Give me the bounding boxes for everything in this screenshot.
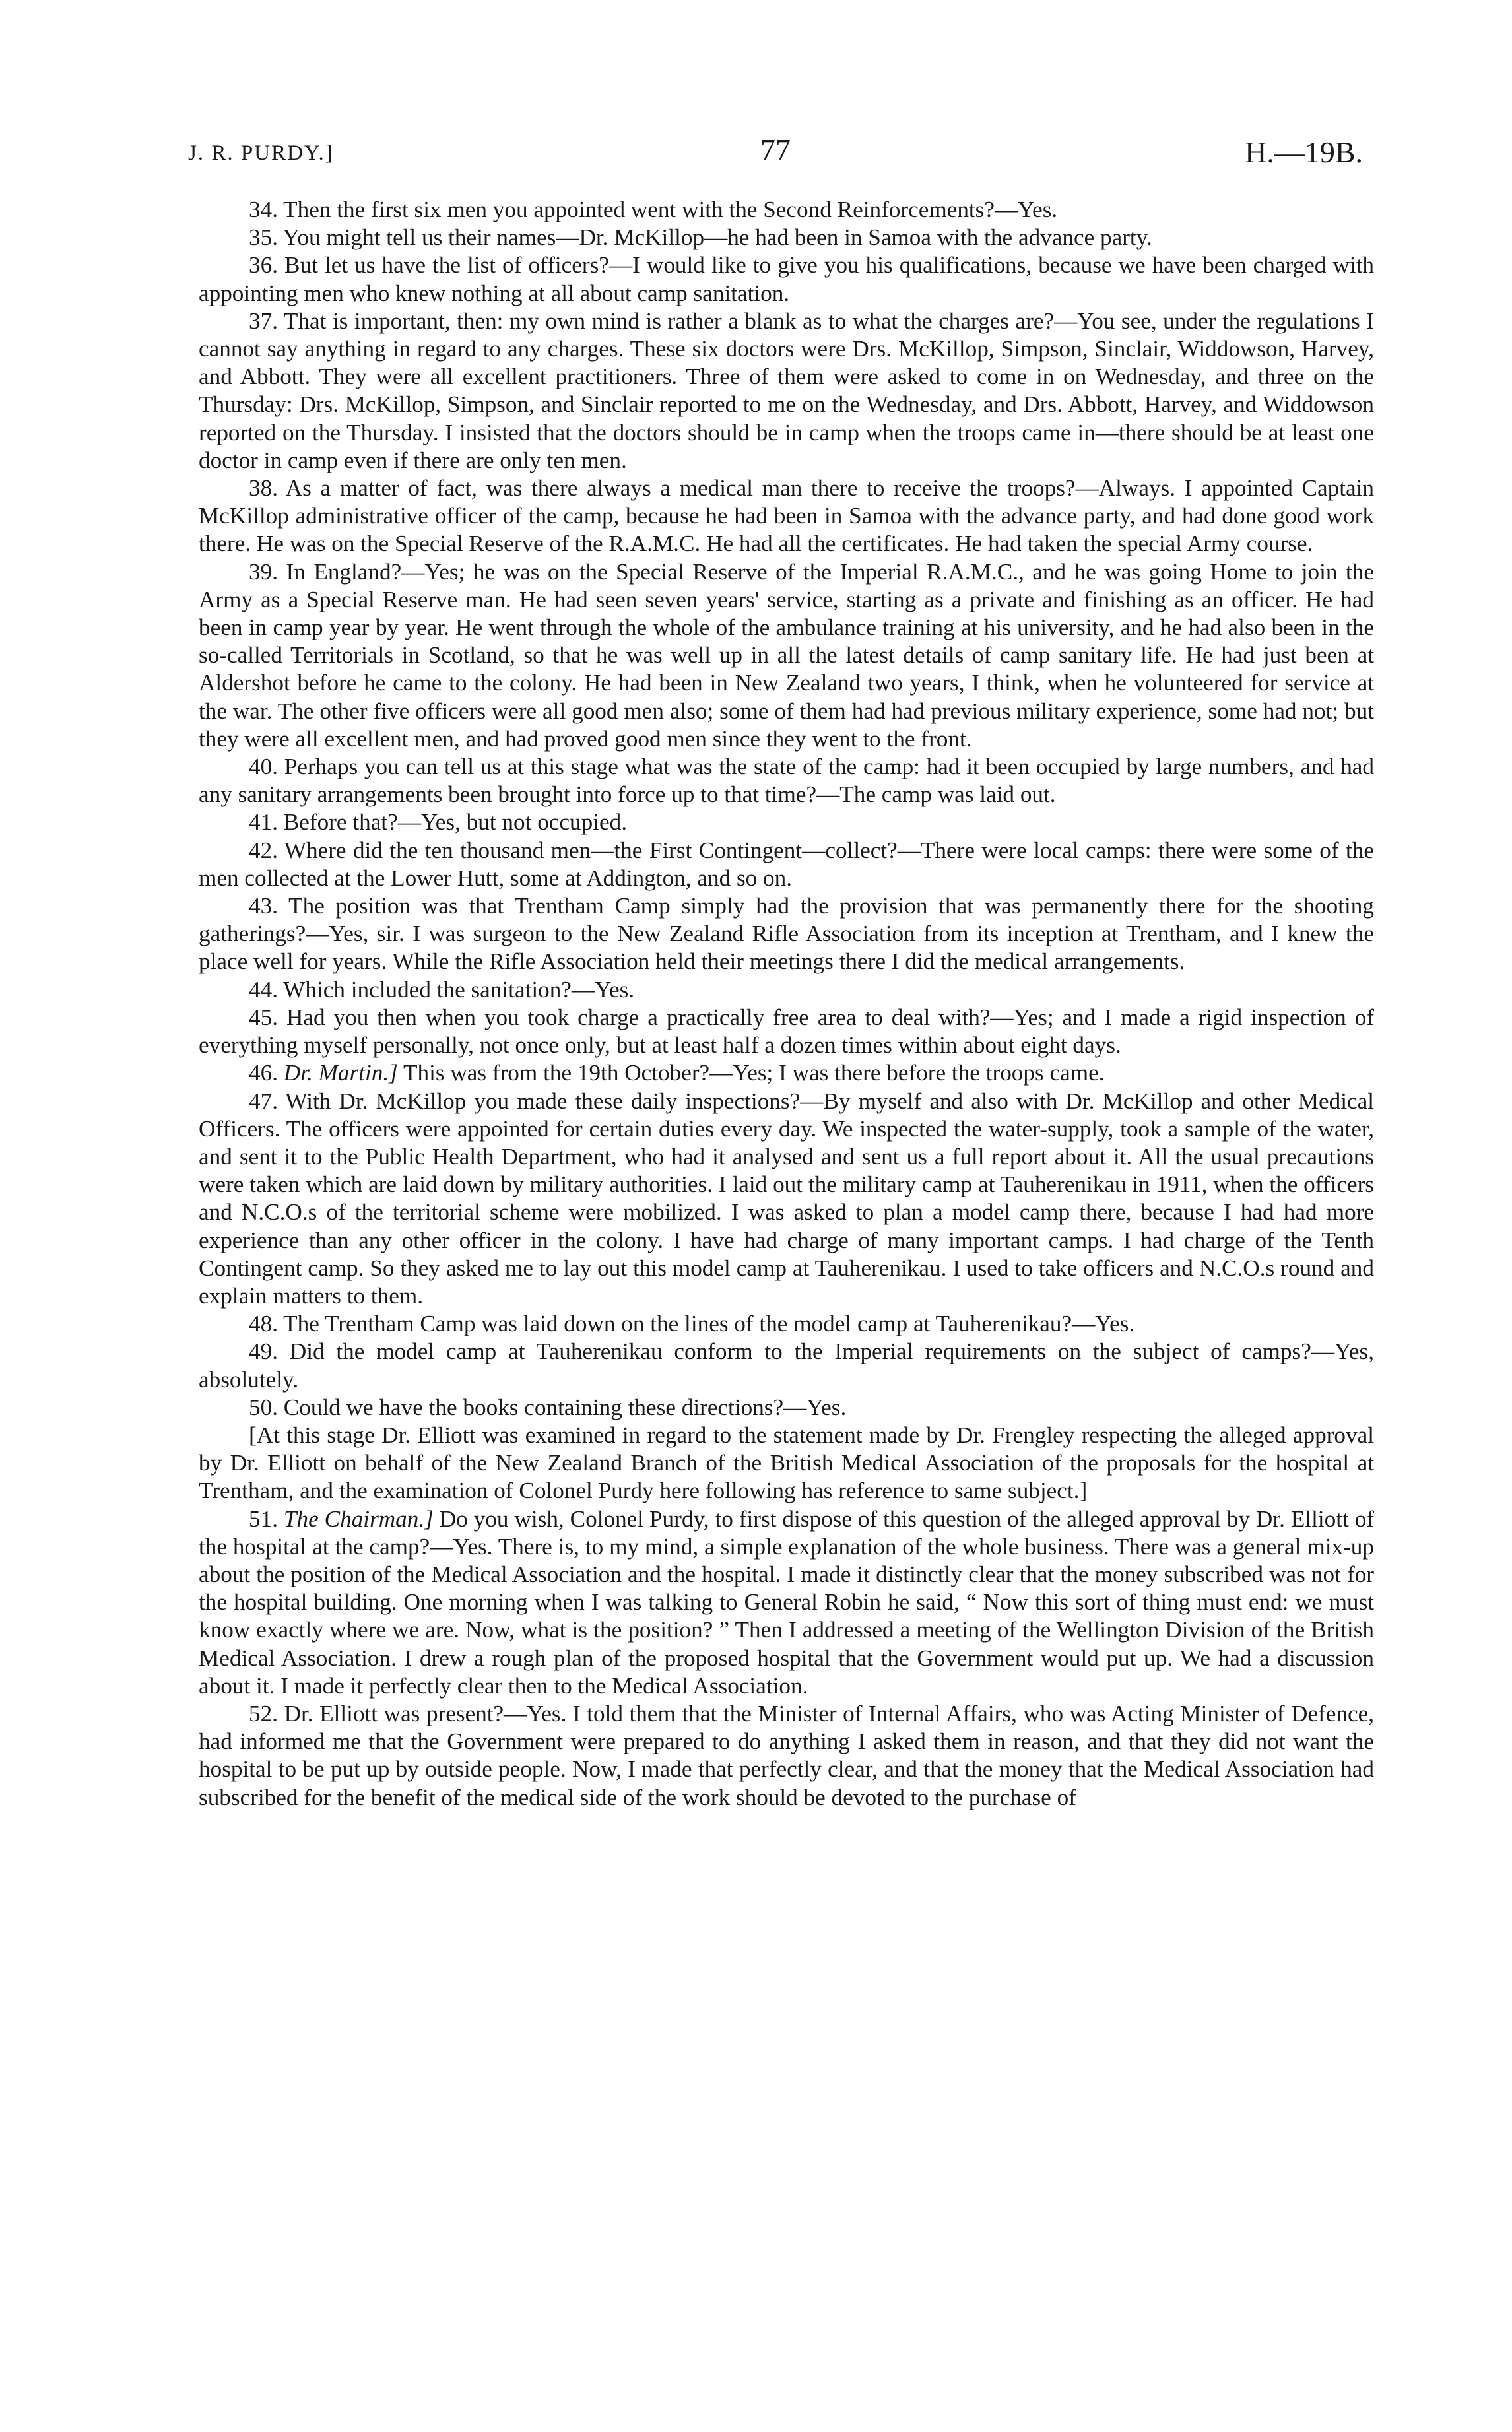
paragraph-37	[199, 308, 1374, 475]
paragraph-number: 39.	[249, 558, 278, 585]
paragraph-text: The Trentham Camp was laid down on the lines of the model camp at Tauherenikau?—Yes.	[283, 1311, 1135, 1337]
paragraph-text: That is important, then: my own mind is rather a blank as to what the charges are?—You see, under the regulations I cannot say anything in regard to any charges. These six doctors were Drs. McKillop, Simpson, Sinclair, Widdowson, Harvey, and Abbott. They were all excellent practitioners. Three of them were asked to come in on Wednesday, and three on the Thursday: Drs. McKillop, Simpson, and Sinclair reported to me on the Wednesday, and Drs. Abbott, Harvey, and Widdowson reported on the Thursday. I insisted that the doctors should be in camp when the troops came in—there should be at least one doctor in camp even if there are only ten men.	[199, 308, 1374, 473]
paragraph-text: As a matter of fact, was there always a medical man there to receive the troops?—Always. I appointed Captain McKillop administrative officer of the camp, because he had been in Samoa with the advance party, and had done good work there. He was on the Special Reserve of the R.A.M.C. He had all the certificates. He had taken the special Army course.	[199, 475, 1375, 557]
paragraph-text: Which included the sanitation?—Yes.	[283, 976, 635, 1002]
paragraph-number: 37.	[249, 308, 278, 334]
paragraph-text: Did the model camp at Tauherenikau conform to the Imperial requirements on the subject of camps?—Yes, absolutely.	[199, 1338, 1375, 1393]
paragraph-text: This was from the 19th October?—Yes; I was there before the troops came.	[403, 1060, 1105, 1086]
paragraph-text: Where did the ten thousand men—the First Contingent—collect?—There were local camps: there were some of the men collected at the Lower Hutt, some at Addington, and so on.	[199, 837, 1374, 891]
speaker-label: Dr. Martin.]	[283, 1060, 398, 1086]
paragraph-35	[199, 224, 1374, 251]
paragraph-number: 48.	[249, 1311, 278, 1337]
paragraph-36	[199, 251, 1374, 307]
paragraph-38	[199, 475, 1374, 558]
paragraph-number: 50.	[249, 1394, 278, 1420]
paragraph-text: The position was that Trentham Camp simply had the provision that was permanently there for the shooting gatherings?—Yes, sir. I was surgeon to the New Zealand Rifle Association from its inception at Trentham, and I knew the place well for years. While the Rifle Association held their meetings there I did the medical arrangements.	[199, 893, 1374, 975]
paragraph-52	[199, 1700, 1374, 1812]
page-number: 77	[760, 133, 791, 166]
header-witness: J. R. PURDY.]	[188, 141, 334, 165]
paragraph-34	[199, 196, 1374, 224]
paragraph-49	[199, 1338, 1374, 1393]
bracketed-note	[199, 1422, 1374, 1505]
paragraph-number: 42.	[249, 837, 278, 863]
paragraph-number: 40.	[249, 754, 278, 780]
paragraph-50	[199, 1394, 1374, 1422]
paragraph-number: 41.	[249, 809, 278, 836]
paragraph-39	[199, 558, 1374, 753]
paragraph-45	[199, 1004, 1374, 1059]
paragraph-number: 49.	[249, 1338, 278, 1365]
paragraph-48	[199, 1310, 1374, 1338]
paragraph-47	[199, 1088, 1374, 1311]
paragraph-number: 45.	[249, 1004, 278, 1030]
paragraph-number: 36.	[249, 252, 278, 279]
paragraph-text: With Dr. McKillop you made these daily inspections?—By myself and also with Dr. McKillop and other Medical Officers. The officers were appointed for certain duties every day. We inspected the water-supply, took a sample of the water, and sent it to the Public Health Department, who had it analysed and sent us a full report about it. All the usual precautions were taken which are laid down by military authorities. I laid out the military camp at Tauherenikau in 1911, when the officers and N.C.O.s of the territorial scheme were mobilized. I was asked to plan a model camp there, because I had had more experience than any other officer in the colony. I have had charge of many important camps. I had charge of the Tenth Contingent camp. So they asked me to lay out this model camp at Tauherenikau. I used to take officers and N.C.O.s round and explain matters to them.	[199, 1088, 1374, 1309]
paragraph-number: 43.	[249, 893, 278, 919]
paragraph-text: Do you wish, Colonel Purdy, to first dispose of this question of the alleged approval by Dr. Elliott of the hospital at the camp?—Yes. There is, to my mind, a simple explanation of the whole business. There was a general mix-up about the position of the Medical Association and the hospital. I made it distinctly clear that the money subscribed was not for the hospital building. One morning when I was talking to General Robin he said, “ Now this sort of thing must end: we must know exactly where we are. Now, what is the position? ” Then I addressed a meeting of the Wellington Division of the British Medical Association. I drew a rough plan of the proposed hospital that the Government would put up. We had a discussion about it. I made it perfectly clear then to the Medical Association.	[199, 1505, 1375, 1699]
paragraph-41	[199, 808, 1374, 836]
paragraph-text: Had you then when you took charge a practically free area to deal with?—Yes; and I made a rigid inspection of everything myself personally, not once only, but at least half a dozen times within about eight days.	[199, 1004, 1374, 1059]
paragraph-text: But let us have the list of officers?—I would like to give you his qualifications, because we have been charged with appointing men who knew nothing at all about camp sanitation.	[199, 252, 1374, 306]
paragraph-text: Before that?—Yes, but not occupied.	[283, 809, 627, 836]
paragraph-number: 38.	[249, 475, 278, 502]
paragraph-text: Then the first six men you appointed went with the Second Reinforcements?—Yes.	[283, 197, 1058, 222]
paragraph-text: [At this stage Dr. Elliott was examined in regard to the statement made by Dr. Frengley respecting the alleged approval by Dr. Elliott on behalf of the New Zealand Branch of the British Medical Association of the proposals for the hospital at Trentham, and the examination of Colonel Purdy here following has reference to same subject.]	[199, 1422, 1374, 1504]
paragraph-51	[199, 1505, 1374, 1700]
paragraph-number: 34.	[249, 197, 278, 222]
paper-reference: H.—19B.	[1245, 135, 1363, 169]
paragraph-text: Perhaps you can tell us at this stage what was the state of the camp: had it been occupied by large numbers, and had any sanitary arrangements been brought into force up to that time?—The camp was laid out.	[199, 754, 1375, 808]
paragraph-text: Could we have the books containing these directions?—Yes.	[283, 1394, 847, 1420]
paragraph-number: 46.	[249, 1060, 278, 1086]
paragraph-46	[199, 1059, 1374, 1087]
paragraph-number: 52.	[249, 1700, 278, 1726]
document-body	[199, 196, 1374, 1812]
paragraph-43	[199, 892, 1374, 976]
paragraph-number: 47.	[249, 1088, 278, 1114]
paragraph-number: 44.	[249, 976, 278, 1002]
page-header	[188, 132, 1363, 172]
paragraph-number: 35.	[249, 224, 278, 251]
paragraph-text: Dr. Elliott was present?—Yes. I told them that the Minister of Internal Affairs, who was Acting Minister of Defence, had informed me that the Government were prepared to do anything I asked them in reason, and that they did not want the hospital to be put up by outside people. Now, I made that perfectly clear, and that the money that the Medical Association had subscribed for the benefit of the medical side of the work should be devoted to the purchase of	[199, 1700, 1374, 1810]
paragraph-text: You might tell us their names—Dr. McKillop—he had been in Samoa with the advance party.	[282, 224, 1152, 251]
paragraph-number: 51.	[249, 1505, 278, 1532]
paragraph-40	[199, 753, 1374, 808]
paragraph-42	[199, 837, 1374, 892]
paragraph-text: In England?—Yes; he was on the Special Reserve of the Imperial R.A.M.C., and he was going Home to join the Army as a Special Reserve man. He had seen seven years' service, starting as a private and finishing as an officer. He had been in camp year by year. He went through the whole of the ambulance training at his university, and he had also been in the so-called Territorials in Scotland, so that he was well up in all the latest details of camp sanitary life. He had just been at Aldershot before he came to the colony. He had been in New Zealand two years, I think, when he volunteered for service at the war. The other five officers were all good men also; some of them had had previous military experience, some had not; but they were all excellent men, and had proved good men since they went to the front.	[199, 558, 1374, 752]
speaker-label: The Chairman.]	[283, 1505, 434, 1532]
paragraph-44	[199, 976, 1374, 1004]
